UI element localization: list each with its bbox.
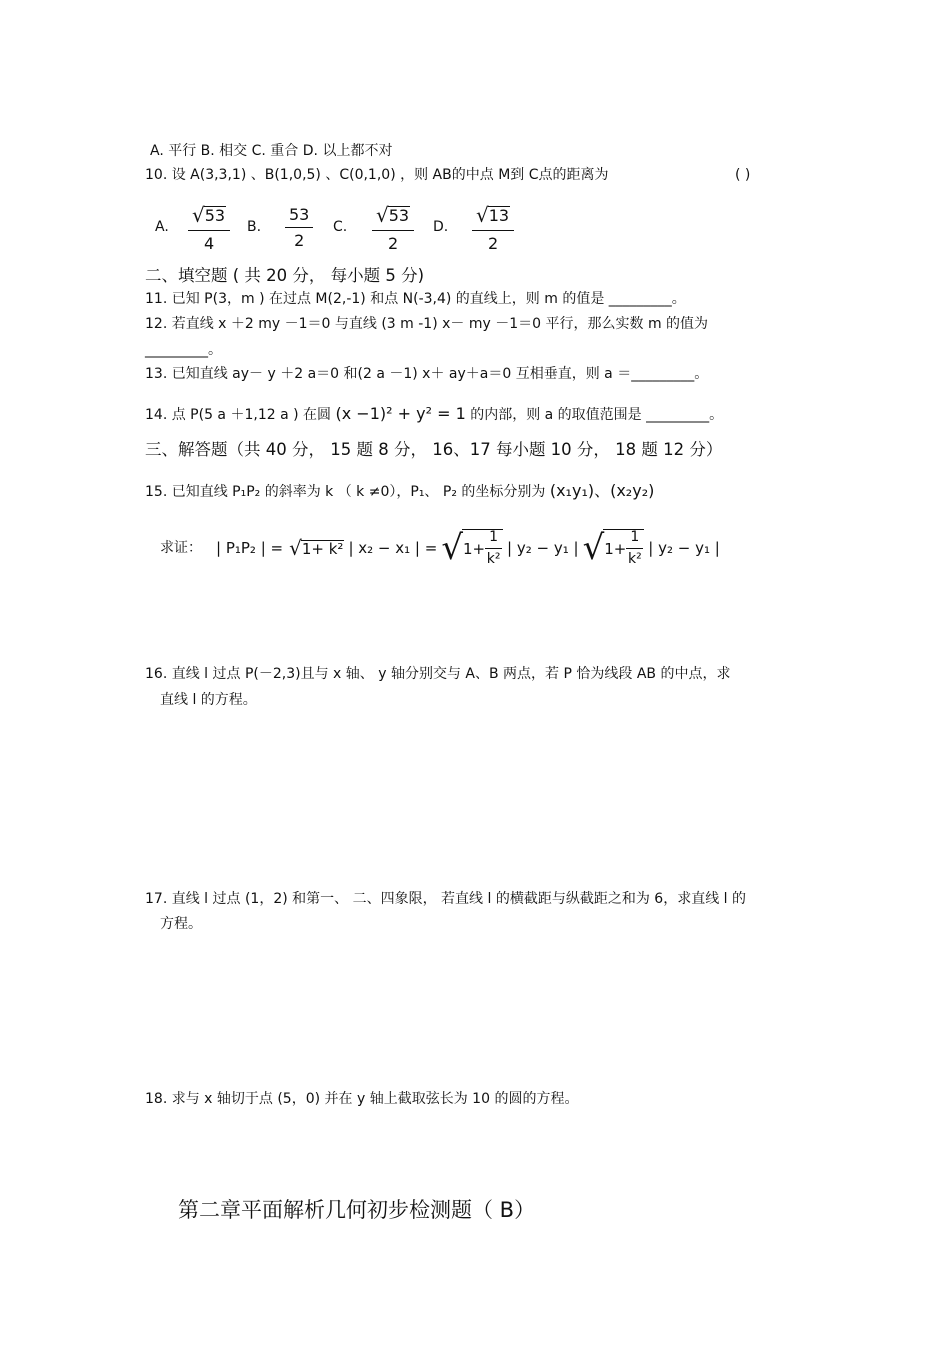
radical-1-plus-inv-k2-a: √ 1+ $\frac{1}{\text{k²}}$ bbox=[441, 528, 503, 569]
eq-mid-1: | x₂ − x₁ | = bbox=[348, 539, 438, 558]
fraction bbox=[285, 205, 313, 250]
q10-option-b-frac bbox=[285, 205, 313, 250]
fraction bbox=[372, 203, 414, 253]
q14-post: 的内部，则 a 的取值范围是 _________。 bbox=[470, 407, 724, 423]
q10-option-c-frac bbox=[372, 203, 414, 253]
radical: √ 13 bbox=[476, 203, 510, 227]
q9-options: A. 平行 B. 相交 C. 重合 D. 以上都不对 bbox=[150, 143, 393, 159]
section-3-heading: 三、解答题（共 40 分， 15 题 8 分， 16、17 每小题 10 分， 18 题 12 分） bbox=[145, 440, 723, 459]
q12-line2: _________。 bbox=[145, 342, 222, 358]
eq-tail: | y₂ − y₁ | bbox=[648, 539, 720, 558]
denominator: 2 bbox=[387, 234, 399, 253]
fraction bbox=[188, 203, 230, 253]
eq-lhs: | P₁P₂ | = bbox=[216, 539, 284, 558]
radicand: 53 bbox=[204, 205, 226, 225]
q13: 13. 已知直线 ay－ y ＋2 a＝0 和(2 a －1) x＋ ay＋a＝0 互相垂直，则 a ＝_________。 bbox=[145, 366, 709, 382]
q17-line2: 方程。 bbox=[160, 916, 202, 932]
q10-option-a bbox=[155, 203, 169, 235]
q14-pre: 14. 点 P(5 a ＋1,12 a ) 在圆 bbox=[145, 407, 332, 423]
numerator: 1 bbox=[485, 530, 502, 549]
eq-mid-2: | y₂ − y₁ | bbox=[507, 539, 579, 558]
q15-coordinates: (x₁y₁)、(x₂y₂) bbox=[549, 481, 655, 500]
radicand: 13 bbox=[488, 205, 510, 225]
chapter-test-title: 第二章平面解析几何初步检测题（ B） bbox=[178, 1198, 536, 1222]
q16-line2: 直线 l 的方程。 bbox=[160, 692, 257, 708]
q10-answer-paren: ( ) bbox=[735, 167, 751, 183]
q18: 18. 求与 x 轴切于点 (5，0) 并在 y 轴上截取弦长为 10 的圆的方程。 bbox=[145, 1091, 579, 1107]
numerator: 53 bbox=[285, 205, 313, 228]
radical-1-k2: √ 1+ k² bbox=[289, 536, 344, 561]
denominator: 4 bbox=[203, 234, 215, 253]
option-label: A. bbox=[155, 219, 169, 235]
q10-option-a-frac bbox=[188, 203, 230, 253]
radical: √ 53 bbox=[192, 203, 226, 227]
plus-term: 1+ bbox=[463, 539, 486, 558]
denominator: 2 bbox=[487, 234, 499, 253]
q15-stem-text: 15. 已知直线 P₁P₂ 的斜率为 k （ k ≠0），P₁、 P₂ 的坐标分别为 bbox=[145, 484, 546, 500]
q12-line1: 12. 若直线 x ＋2 my －1＝0 与直线 (3 m -1) x－ my －1＝0 平行，那么实数 m 的值为 bbox=[145, 316, 709, 332]
option-label: D. bbox=[433, 219, 449, 235]
plus-term: 1+ bbox=[604, 539, 627, 558]
section-2-heading: 二、填空题 ( 共 20 分， 每小题 5 分) bbox=[145, 266, 425, 285]
radicand: 1+ k² bbox=[301, 539, 344, 558]
proof-label: 求证： bbox=[160, 540, 202, 556]
q10-option-d bbox=[433, 203, 449, 235]
fraction bbox=[472, 203, 514, 253]
numerator: 1 bbox=[626, 530, 643, 549]
option-label: C. bbox=[333, 219, 348, 235]
radical-1-plus-inv-k2-b: √ 1+ $\frac{1}{\text{k²}}$ bbox=[583, 528, 645, 569]
q10-option-b bbox=[247, 203, 262, 235]
option-label: B. bbox=[247, 219, 262, 235]
radical: √ 53 bbox=[376, 203, 410, 227]
q11: 11. 已知 P(3，m ) 在过点 M(2,-1) 和点 N(-3,4) 的直线上，则 m 的值是 _________。 bbox=[145, 291, 686, 307]
q10-option-d-frac bbox=[472, 203, 514, 253]
denominator: k² bbox=[486, 551, 501, 568]
q15-proof bbox=[160, 528, 720, 569]
q15-stem bbox=[145, 481, 654, 501]
fraction bbox=[485, 530, 502, 568]
fraction bbox=[626, 530, 643, 568]
denominator: 2 bbox=[294, 231, 305, 250]
q17-line1: 17. 直线 l 过点 (1，2) 和第一、 二、四象限， 若直线 l 的横截距与纵截距之和为 6，求直线 l 的 bbox=[145, 891, 746, 907]
q16-line1: 16. 直线 l 过点 P(－2,3)且与 x 轴、 y 轴分别交与 A、B 两点，若 P 恰为线段 AB 的中点，求 bbox=[145, 666, 731, 682]
q10-option-c bbox=[333, 203, 348, 235]
q14-circle-equation: (x −1)² + y² = 1 bbox=[335, 404, 466, 423]
radicand: 53 bbox=[388, 205, 410, 225]
q14 bbox=[145, 404, 723, 424]
denominator: k² bbox=[627, 551, 642, 568]
q10-stem: 10. 设 A(3,3,1) 、B(1,0,5) 、C(0,1,0) ，则 AB的中点 M到 C点的距离为 bbox=[145, 167, 609, 183]
